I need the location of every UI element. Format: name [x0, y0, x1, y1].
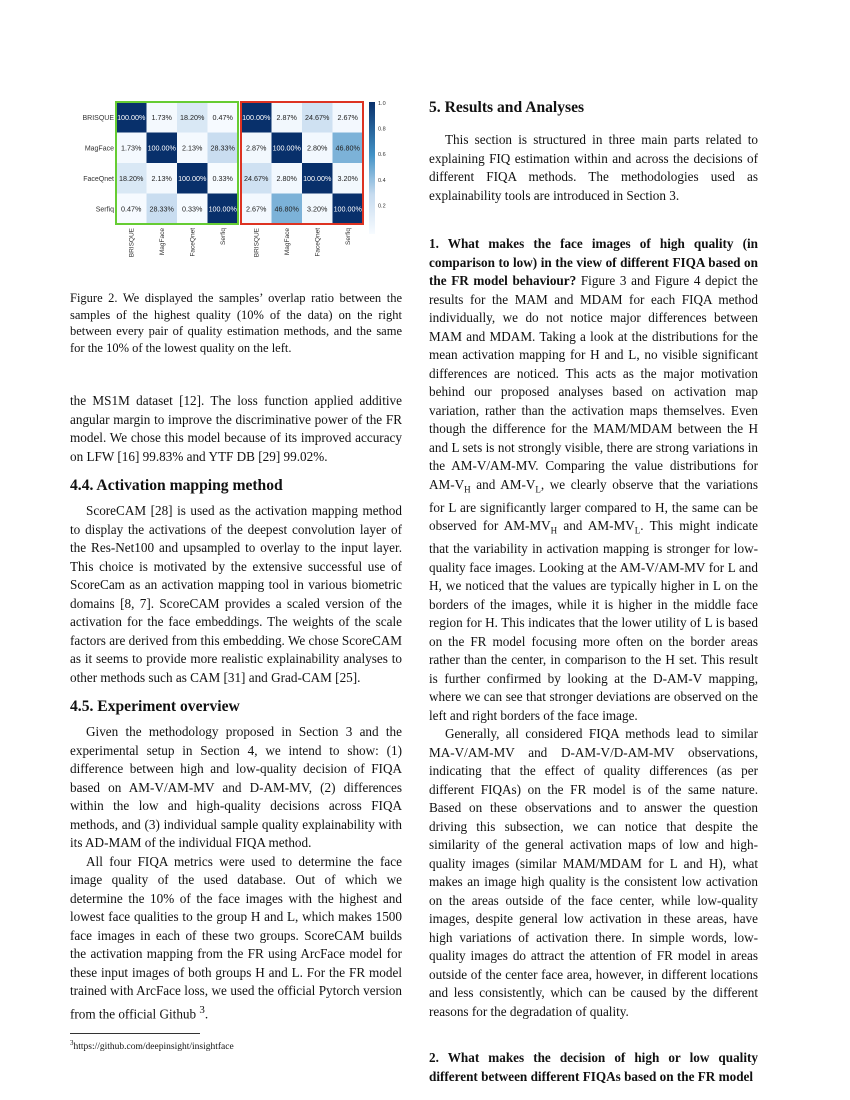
question-heading-1: 1. What makes the face images of high quality (in comparison to low) in the view of different FIQA based on the FR model behaviour? [429, 236, 758, 288]
column-tick-label: Serfiq [344, 228, 352, 245]
cell-value-label: 2.13% [182, 143, 203, 153]
cell-value-label: 0.47% [121, 204, 142, 214]
cell-value-label: 28.33% [149, 204, 174, 214]
cell-value-label: 46.80% [335, 143, 360, 153]
cell-value-label: 2.87% [246, 143, 267, 153]
cell-value-label: 100.00% [333, 204, 362, 214]
colorbar [369, 102, 375, 234]
colorbar-tick-label: 0.8 [378, 126, 386, 133]
column-tick-label: BRISQUE [253, 228, 261, 258]
cell-value-label: 28.33% [210, 143, 235, 153]
question-heading-2: 2. What makes the decision of high or low quality different between different FIQAs based on the FR model [429, 1050, 758, 1084]
cell-value-label: 100.00% [208, 204, 237, 214]
cell-value-label: 46.80% [274, 204, 299, 214]
section-heading-4-5: 4.5. Experiment overview [70, 698, 240, 715]
paragraph: All four FIQA metrics were used to determine the face image quality of the used database. Out of which we determine the 10% of the face images with the highest and lowest face qualities to the group H and L, which makes 1500 face images in each of these two groups. ScoreCAM builds the activation mapping from the FR using ArcFace model for these input images of both groups H and L. For the FR model trained with ArcFace loss, we used the official Pytorch version from the official Github $^3$. [70, 853, 402, 1021]
column-tick-label: MagFace [283, 228, 291, 256]
paragraph: This section is structured in three main parts related to explaining FIQ estimation within and across the decisions of different FIQA methods. The methodologies used as explainability tools are introduced in Section 3. [429, 132, 758, 203]
cell-value-label: 2.67% [337, 112, 358, 122]
cell-value-label: 1.73% [121, 143, 142, 153]
cell-value-label: 24.67% [305, 112, 330, 122]
cell-value-label: 0.47% [212, 112, 233, 122]
section-heading-4-4: 4.4. Activation mapping method [70, 477, 283, 494]
paragraph: ScoreCAM [28] is used as the activation mapping method to display the activations of the deepest convolution layer of the Res-Net100 and upsampled to overlay to the input layer. This choice is motivated by the extensive successful use of ScoreCam as an activation mapping tool in various biometric domains [8, 7]. ScoreCAM provides a scaled version of the activation for the face embeddings. The weights of the scale factors are derived from this embedding. We chose ScoreCAM as it seems to provide more realistic explainability analyses to other methods such as CAM [31] and Grad-CAM [25]. [70, 503, 402, 685]
cell-value-label: 0.33% [212, 173, 233, 183]
footnote: $^3$https://github.com/deepinsight/insightface [70, 1039, 234, 1053]
cell-value-label: 2.13% [151, 173, 172, 183]
cell-value-label: 24.67% [244, 173, 269, 183]
cell-value-label: 0.33% [182, 204, 203, 214]
row-tick-label: BRISQUE [82, 114, 114, 122]
cell-value-label: 100.00% [272, 143, 301, 153]
right-column [429, 98, 758, 1086]
row-tick-label: MagFace [84, 145, 114, 153]
overlap-heatmap-figure [78, 98, 398, 290]
paragraph: the MS1M dataset [12]. The loss function applied additive angular margin to improve the discriminative power of the FR model. We chose this model because of its improved accuracy on LFW [16] 99.83% and YTF DB [29] 99.02%. [70, 393, 402, 464]
cell-value-label: 100.00% [117, 112, 146, 122]
column-tick-label: FaceQnet [314, 228, 322, 257]
cell-value-label: 3.20% [307, 204, 328, 214]
left-column [70, 290, 402, 1055]
cell-value-label: 18.20% [119, 173, 144, 183]
heatmap-svg [78, 98, 398, 290]
column-tick-label: BRISQUE [128, 228, 136, 258]
row-tick-label: FaceQnet [83, 175, 114, 183]
cell-value-label: 18.20% [180, 112, 205, 122]
cell-value-label: 100.00% [303, 173, 332, 183]
column-tick-label: FaceQnet [189, 228, 197, 257]
paragraph: Generally, all considered FIQA methods lead to similar MA-V/AM-MV and D-AM-V/D-AM-MV observations, indicating that the effect of quality differences (as per different FIQAs) on the FR model is of the same nature. Based on these observations and to answer the question driving this subsection, we can notice that despite the similarity of the general activation maps of low and high-quality images (similar MAM/MDAM for L and H), what makes an image high quality is the consistent low activation on the areas outside of the face center, while low-quality images, despite general low activation in these areas, have high variations of activation there. In simple words, low-quality images do attract the attention of FR model in areas outside of the center face area, however, in different locations and less consistently, which can be caused by the different reasons for the degradation of quality. [429, 726, 758, 1019]
cell-value-label: 100.00% [178, 173, 207, 183]
paragraph: Given the methodology proposed in Section 3 and the experimental setup in Section 4, we intend to show: (1) difference between high and low-quality decision of FIQA based on AM-V/AM-MV and D-AM-MV, (2) differences within the low and high-quality decisions across FIQA methods, and (3) individual sample quality explainability with its AD-MAM of the individual FIQA method. [70, 724, 402, 850]
section-heading-5: 5. Results and Analyses [429, 99, 585, 116]
cell-value-label: 2.80% [276, 173, 297, 183]
row-tick-label: Serfiq [95, 206, 114, 214]
colorbar-tick-label: 1.0 [378, 101, 386, 107]
column-tick-label: Serfiq [219, 228, 227, 245]
cell-value-label: 2.80% [307, 143, 328, 153]
cell-value-label: 100.00% [147, 143, 176, 153]
figure-caption: Figure 2. We displayed the samples’ overlap ratio between the samples of the highest quality (10% of the data) on the right between every pair of quality estimation methods, and the same for the 10% of the lowest quality on the left. [70, 291, 402, 355]
cell-value-label: 1.73% [151, 112, 172, 122]
footnote-divider [70, 1033, 200, 1034]
cell-value-label: 100.00% [242, 112, 271, 122]
footnote-marker: 3 [199, 1003, 205, 1016]
paragraph: 1. What makes the face images of high quality (in comparison to low) in the view of different FIQA based on the FR model behaviour? Figure 3 and Figure 4 depict the results for the MAM and MDAM for each FIQA method individually, we do not notice major differences between MAM and MDAM. Taking a look at the distributions for the mean activation mapping for H and L, no visible significant differences are noticed. This acts as the major motivation behind our proposed analyses based on activation map variation, rather than the activation maps themselves. Even though the difference for the MAM/MDAM between the H and L sets is not strongly visible, there are strong variations in the AM-V/AM-MV. Comparing the value distributions for $AM-V_H$ and $AM-V_L$, we clearly observe that the variations for L are significantly larger compared to H, the same can be observed for $AM-MV_H$ and $AM-MV_L$. This might indicate that the variability in activation mapping is stronger for low-quality face images. Looking at the AM-V/AM-MV for L and H, we noticed that the values are typically higher in L on the borders of the images, while it is higher in the middle face region for H. This indicates that the lower utility of L is based on the FR model focusing more often on the border areas rather than the center, in comparison to the H set. This result is further confirmed by looking at the D-AM-V mapping, where we can see that stronger deviations are observed on the left and right borders of the face image. [429, 236, 759, 723]
colorbar-tick-label: 0.6 [378, 152, 386, 159]
colorbar-tick-label: 0.2 [378, 203, 386, 210]
cell-value-label: 2.67% [246, 204, 267, 214]
colorbar-tick-label: 0.4 [378, 177, 386, 184]
column-tick-label: MagFace [158, 228, 166, 256]
cell-value-label: 2.87% [276, 112, 297, 122]
cell-value-label: 3.20% [337, 173, 358, 183]
